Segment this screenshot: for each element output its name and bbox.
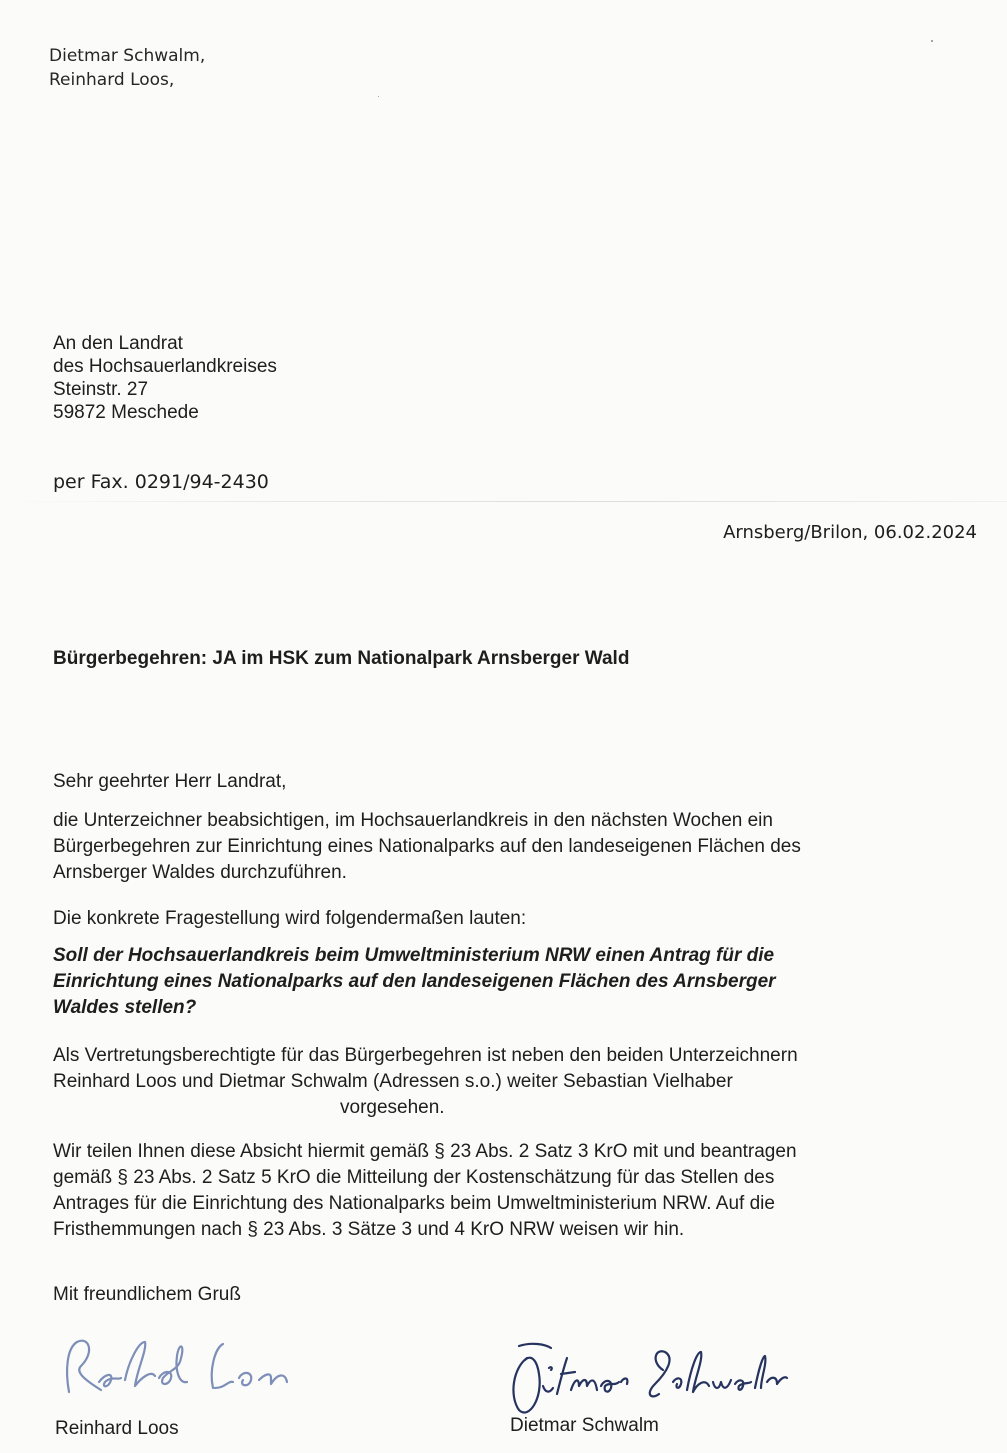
recipient-address xyxy=(53,332,277,424)
sender-line-1: Dietmar Schwalm, xyxy=(49,46,206,66)
signatory-name-first: Reinhard Loos xyxy=(55,1418,179,1439)
place-date: Arnsberg/Brilon, 06.02.2024 xyxy=(723,522,977,543)
paragraph-legal-request xyxy=(53,1139,797,1243)
referendum-question xyxy=(53,943,776,1021)
question-line: Einrichtung eines Nationalparks auf den landeseigenen Flächen des Arnsberger xyxy=(53,971,776,992)
recipient-line-4: 59872 Meschede xyxy=(53,402,199,423)
sender-block xyxy=(49,44,205,92)
question-line: Soll der Hochsauerlandkreis beim Umweltministerium NRW einen Antrag für die xyxy=(53,945,775,966)
letter-subject: Bürgerbegehren: JA im HSK zum Nationalpark Arnsberger Wald xyxy=(53,648,630,669)
signature-reinhard-loos xyxy=(55,1330,305,1410)
closing-greeting: Mit freundlichem Gruß xyxy=(53,1284,241,1305)
recipient-line-3: Steinstr. 27 xyxy=(53,379,149,400)
paragraph-question-intro: Die konkrete Fragestellung wird folgendermaßen lauten: xyxy=(53,908,527,929)
paragraph-intent xyxy=(53,808,801,886)
scan-speck xyxy=(378,96,379,97)
salutation: Sehr geehrter Herr Landrat, xyxy=(53,771,287,792)
paragraph-line: Arnsberger Waldes durchzuführen. xyxy=(53,862,347,883)
question-line: Waldes stellen? xyxy=(53,997,197,1018)
signature-dietmar-schwalm xyxy=(505,1338,790,1418)
paragraph-line: gemäß § 23 Abs. 2 Satz 5 KrO die Mitteilung der Kostenschätzung für das Stellen des xyxy=(53,1167,775,1188)
paragraph-line: Antrages für die Einrichtung des Nationalparks beim Umweltministerium NRW. Auf die xyxy=(53,1193,775,1214)
paragraph-line: vorgesehen. xyxy=(340,1097,445,1118)
paragraph-line: Fristhemmungen nach § 23 Abs. 3 Sätze 3 und 4 KrO NRW weisen wir hin. xyxy=(53,1219,685,1240)
scan-speck xyxy=(931,40,933,42)
paragraph-line: Bürgerbegehren zur Einrichtung eines Nationalparks auf den landeseigenen Flächen des xyxy=(53,836,801,857)
fax-number: per Fax. 0291/94-2430 xyxy=(53,471,269,493)
sender-line-2: Reinhard Loos, xyxy=(49,70,175,90)
scan-fold-line xyxy=(0,501,1007,502)
recipient-line-2: des Hochsauerlandkreises xyxy=(53,356,277,377)
paragraph-line: Reinhard Loos und Dietmar Schwalm (Adressen s.o.) weiter Sebastian Vielhaber xyxy=(53,1071,733,1092)
paragraph-line: die Unterzeichner beabsichtigen, im Hochsauerlandkreis in den nächsten Wochen ein xyxy=(53,810,773,831)
paragraph-representatives xyxy=(53,1043,798,1121)
paragraph-line: Als Vertretungsberechtigte für das Bürgerbegehren ist neben den beiden Unterzeichnern xyxy=(53,1045,798,1066)
recipient-line-1: An den Landrat xyxy=(53,333,183,354)
paragraph-line: Wir teilen Ihnen diese Absicht hiermit gemäß § 23 Abs. 2 Satz 3 KrO mit und beantragen xyxy=(53,1141,797,1162)
signatory-name-second: Dietmar Schwalm xyxy=(510,1415,659,1436)
